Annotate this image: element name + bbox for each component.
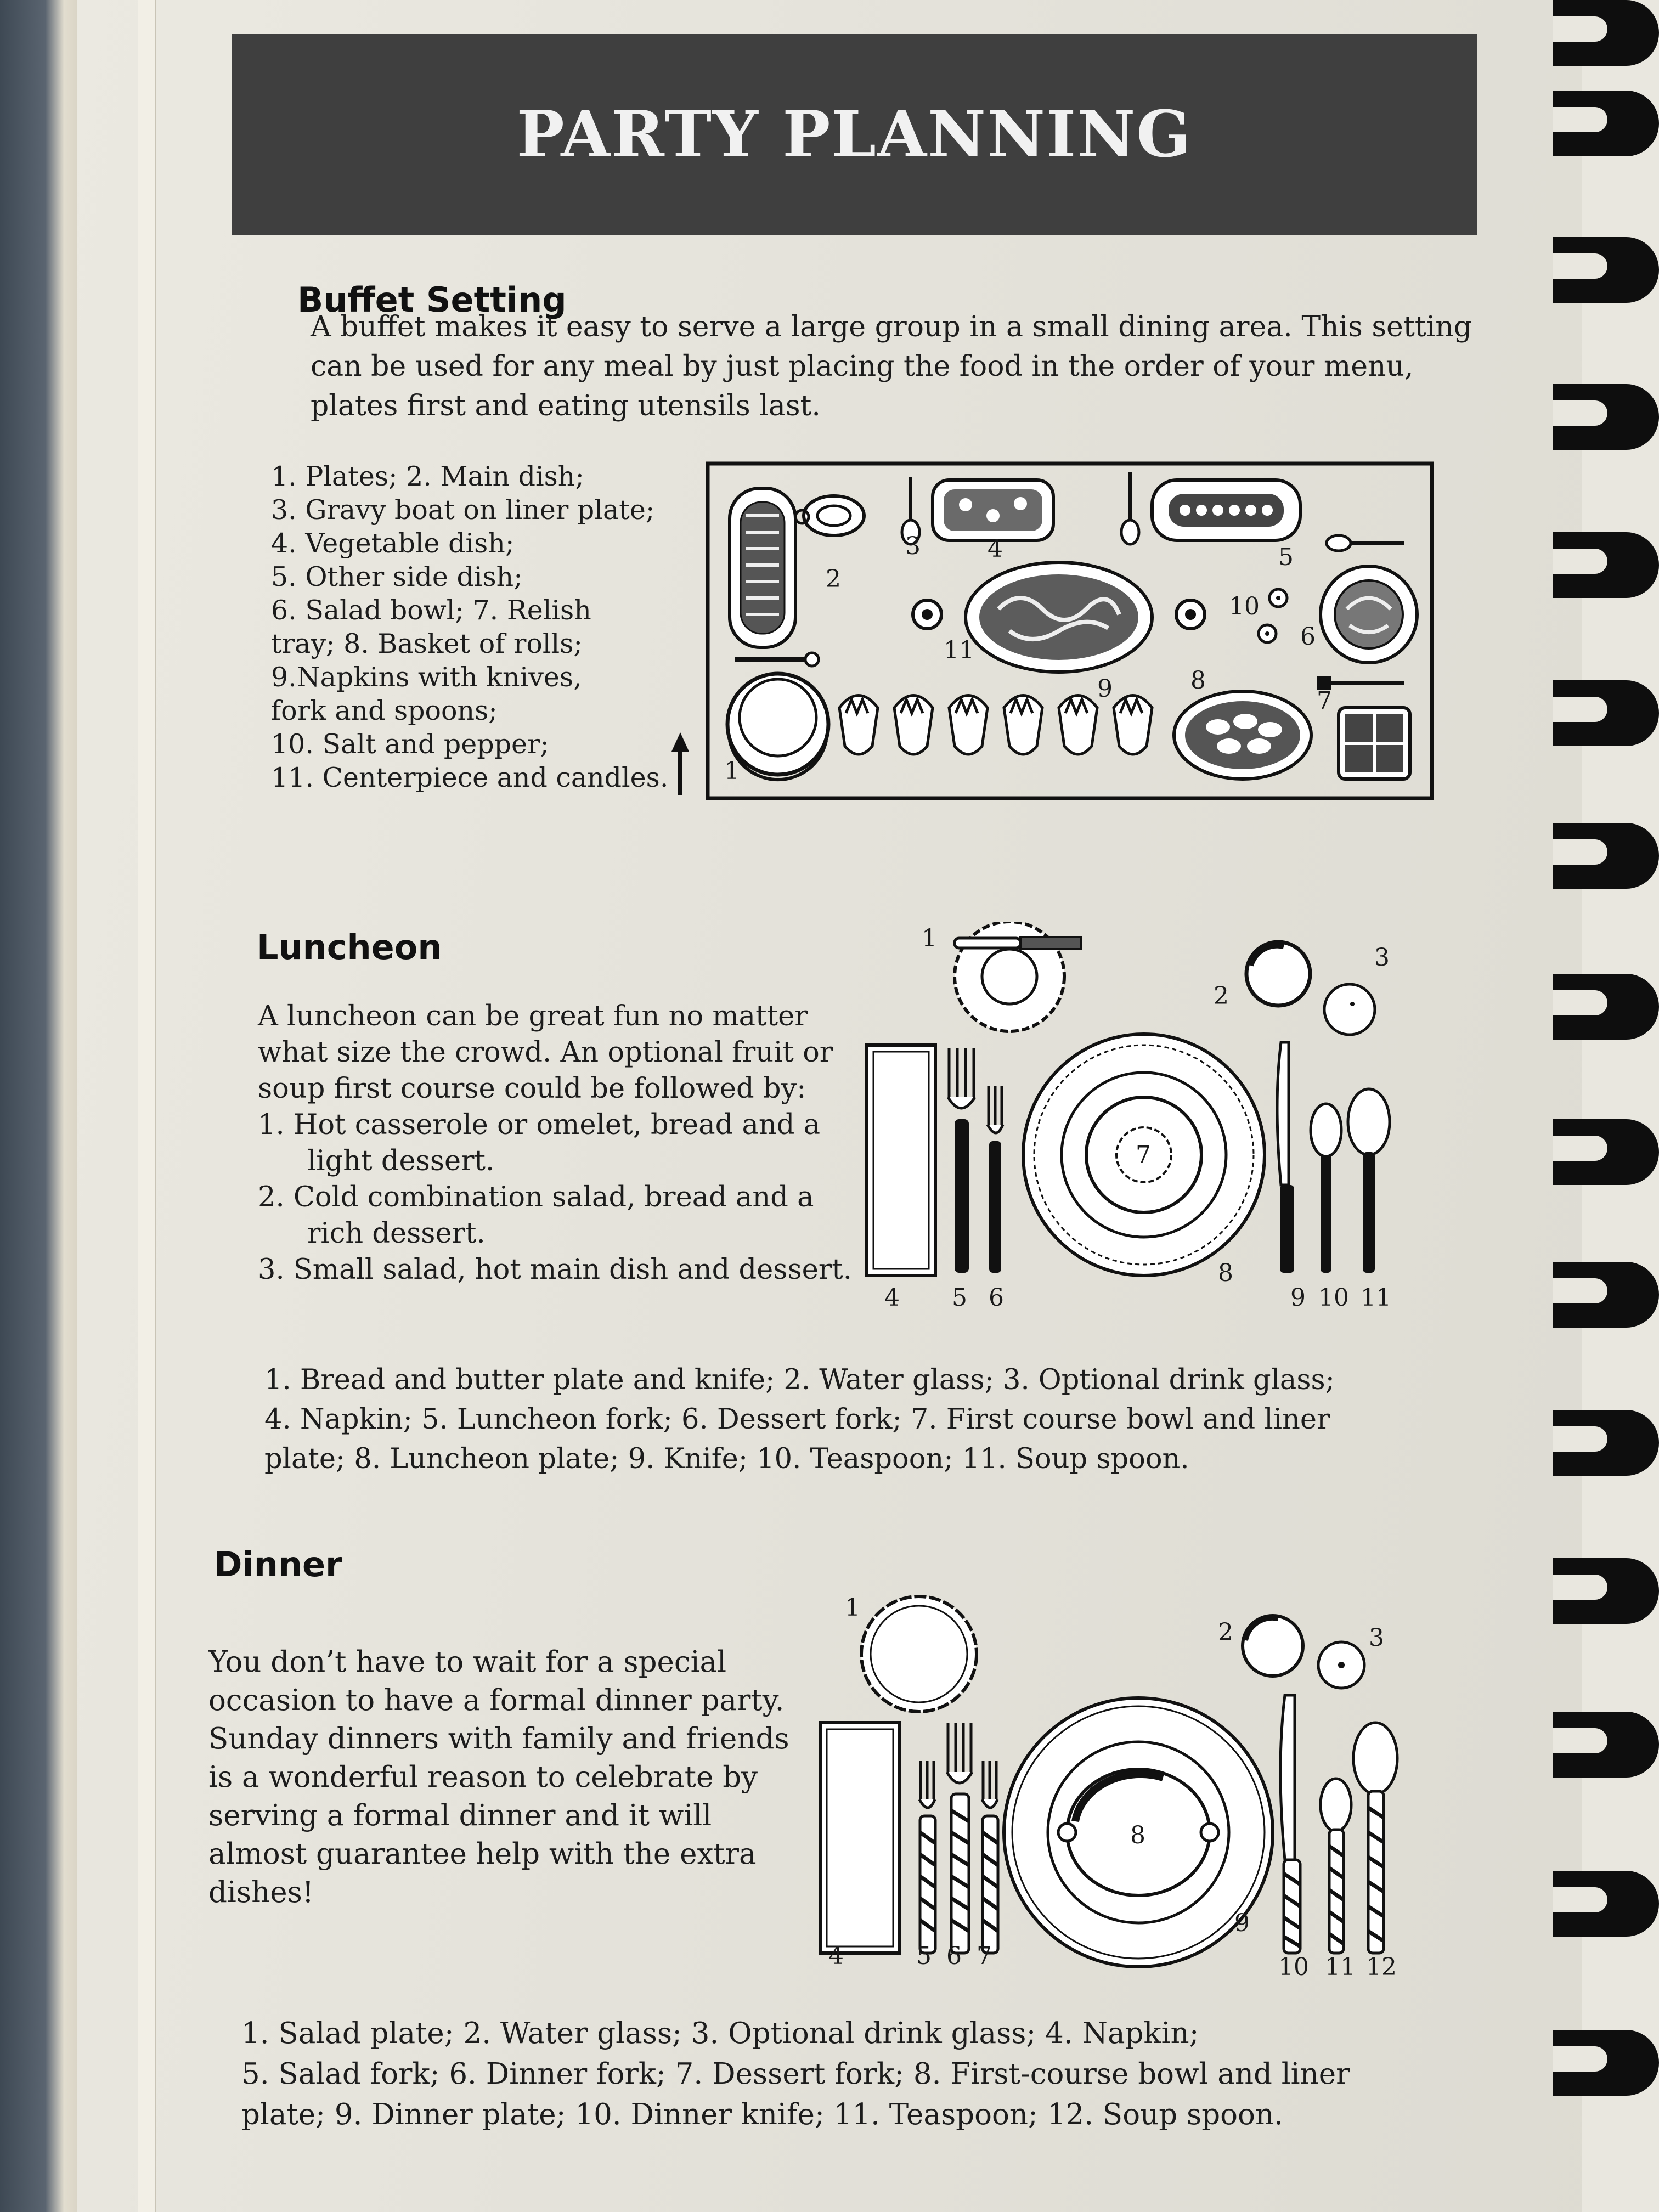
- candle-icon: [913, 600, 941, 629]
- binding-coil: [1553, 680, 1659, 746]
- figure-number: 2: [826, 565, 841, 593]
- figure-number: 5: [1278, 543, 1294, 571]
- figure-number: 1: [724, 757, 740, 785]
- dinner-body: [208, 1643, 789, 1912]
- salad-fork-icon: [919, 1761, 935, 1953]
- luncheon-caption-line: plate; 8. Luncheon plate; 9. Knife; 10. Teaspoon; 11. Soup spoon.: [264, 1443, 1189, 1475]
- buffet-legend-line: 3. Gravy boat on liner plate;: [271, 494, 655, 526]
- buffet-intro: [311, 307, 1472, 426]
- vegetable-dish-icon: [933, 480, 1053, 540]
- teaspoon-icon: [1311, 1104, 1341, 1273]
- figure-number: 11: [1361, 1284, 1391, 1312]
- dinner-body-line: Sunday dinners with family and friends: [208, 1722, 789, 1756]
- salt-pepper-icon: [1259, 589, 1287, 642]
- figure-number: 3: [905, 532, 921, 560]
- figure-number: 8: [1190, 667, 1206, 695]
- buffet-legend-line: 4. Vegetable dish;: [271, 528, 515, 559]
- luncheon-body-line: light dessert.: [307, 1145, 495, 1177]
- figure-number: 10: [1318, 1284, 1349, 1312]
- buffet-heading: Buffet Setting: [297, 280, 567, 320]
- figure-number: 6: [1300, 623, 1316, 651]
- figure-number: 9: [1097, 675, 1113, 703]
- title-banner: [232, 34, 1477, 235]
- luncheon-caption: [264, 1361, 1335, 1479]
- figure-number: 9: [1290, 1284, 1306, 1312]
- binding-coil: [1553, 384, 1659, 450]
- napkin-icon: [820, 1723, 900, 1953]
- luncheon-body-line: 3. Small salad, hot main dish and dessert.: [258, 1254, 852, 1286]
- figure-number: 11: [944, 636, 974, 664]
- dinner-body-line: is a wonderful reason to celebrate by: [208, 1760, 758, 1794]
- figure-number: 12: [1366, 1953, 1397, 1981]
- binding-coil: [1553, 1712, 1659, 1778]
- napkin-utensils-icon: [949, 696, 988, 755]
- buffet-legend: [271, 460, 668, 794]
- buffet-intro-line: A buffet makes it easy to serve a large group in a small dining area. This setting: [311, 311, 1472, 343]
- binding-coil: [1553, 0, 1659, 66]
- candle-icon: [1176, 600, 1205, 629]
- napkin-utensils-icon: [1059, 696, 1097, 755]
- figure-number: 1: [845, 1594, 860, 1622]
- dinner-heading: Dinner: [214, 1544, 342, 1584]
- dessert-fork-icon: [988, 1086, 1003, 1273]
- relish-tray-icon: [1339, 708, 1410, 779]
- figure-number: 6: [946, 1942, 962, 1970]
- napkin-utensils-icon: [1114, 696, 1152, 755]
- rolls-basket-icon: [1174, 691, 1311, 779]
- dinner-knife-icon: [1280, 1695, 1300, 1953]
- buffet-legend-line: tray; 8. Basket of rolls;: [271, 628, 583, 659]
- dinner-fork-icon: [947, 1723, 972, 1953]
- luncheon-body-line: rich dessert.: [307, 1217, 486, 1250]
- figure-number: 7: [1317, 687, 1332, 715]
- figure-number: 4: [828, 1942, 844, 1970]
- binding-coil: [1553, 1262, 1659, 1328]
- drink-glass-icon: [1324, 984, 1375, 1035]
- binding-coil: [1553, 823, 1659, 889]
- buffet-legend-line: 11. Centerpiece and candles.: [271, 762, 669, 793]
- soup-spoon-icon: [1353, 1723, 1397, 1953]
- drink-glass-icon: [1318, 1642, 1364, 1688]
- teaspoon-icon: [1321, 1779, 1351, 1953]
- luncheon-body-line: soup first course could be followed by:: [258, 1073, 806, 1105]
- soup-spoon-icon: [1348, 1089, 1390, 1273]
- luncheon-fork-icon: [948, 1048, 975, 1273]
- buffet-legend-line: fork and spoons;: [271, 695, 498, 726]
- buffet-legend-line: 6. Salad bowl; 7. Relish: [271, 595, 591, 626]
- water-glass-icon: [1246, 942, 1310, 1006]
- page-title: PARTY PLANNING: [516, 97, 1192, 172]
- dinner-body-line: dishes!: [208, 1876, 314, 1909]
- napkin-utensils-icon: [1004, 696, 1042, 755]
- figure-number: 4: [884, 1284, 900, 1312]
- luncheon-body-line: what size the crowd. An optional fruit or: [258, 1036, 833, 1069]
- main-dish-icon: [730, 488, 795, 647]
- dinner-caption-line: 5. Salad fork; 6. Dinner fork; 7. Dessert fork; 8. First-course bowl and liner: [241, 2057, 1350, 2091]
- binding-coil: [1553, 2030, 1659, 2096]
- side-dish-icon: [1152, 480, 1300, 540]
- figure-number: 11: [1325, 1953, 1356, 1981]
- luncheon-caption-line: 1. Bread and butter plate and knife; 2. Water glass; 3. Optional drink glass;: [264, 1364, 1335, 1396]
- dinner-caption-line: 1. Salad plate; 2. Water glass; 3. Optional drink glass; 4. Napkin;: [241, 2017, 1199, 2050]
- serving-spoon-icon: [1327, 535, 1404, 551]
- figure-number: 5: [916, 1942, 932, 1970]
- luncheon-body-line: 1. Hot casserole or omelet, bread and a: [258, 1109, 820, 1141]
- dinner-diagram: [812, 1591, 1426, 1997]
- dinner-body-line: You don’t have to wait for a special: [208, 1645, 727, 1679]
- figure-number: 7: [977, 1942, 992, 1970]
- dinner-body-line: occasion to have a formal dinner party.: [208, 1684, 785, 1717]
- luncheon-caption-line: 4. Napkin; 5. Luncheon fork; 6. Dessert fork; 7. First course bowl and liner: [264, 1403, 1330, 1436]
- figure-number: 8: [1218, 1259, 1233, 1287]
- figure-number: 7: [1136, 1141, 1151, 1169]
- serving-fork-icon: [735, 653, 819, 666]
- figure-number: 2: [1218, 1618, 1233, 1646]
- knife-icon: [1277, 1042, 1294, 1273]
- salad-bowl-icon: [1321, 566, 1417, 663]
- figure-number: 2: [1214, 982, 1229, 1010]
- figure-number: 6: [989, 1284, 1004, 1312]
- serving-spoon-icon: [1121, 472, 1139, 544]
- binding-coil: [1553, 237, 1659, 303]
- figure-number: 8: [1130, 1821, 1146, 1849]
- direction-arrow-icon: [672, 732, 689, 795]
- buffet-legend-line: 5. Other side dish;: [271, 561, 523, 592]
- luncheon-body-line: 2. Cold combination salad, bread and a: [258, 1181, 814, 1214]
- gravy-boat-icon: [795, 496, 864, 535]
- dinner-caption: [241, 2013, 1350, 2135]
- figure-number: 10: [1229, 592, 1260, 620]
- figure-number: 5: [952, 1284, 967, 1312]
- luncheon-body-line: A luncheon can be great fun no matter: [258, 1000, 808, 1032]
- binding-coil: [1553, 974, 1659, 1040]
- figure-number: 3: [1374, 944, 1390, 972]
- figure-number: 1: [922, 924, 937, 952]
- buffet-diagram: [658, 455, 1443, 806]
- binding-coil: [1553, 1119, 1659, 1185]
- figure-number: 3: [1369, 1624, 1384, 1652]
- centerpiece-icon: [966, 562, 1152, 672]
- buffet-legend-line: 9.Napkins with knives,: [271, 662, 582, 693]
- figure-number: 4: [988, 535, 1003, 563]
- binding-coil: [1553, 1558, 1659, 1624]
- buffet-intro-line: can be used for any meal by just placing the food in the order of your menu,: [311, 350, 1414, 383]
- buffet-legend-line: 1. Plates; 2. Main dish;: [271, 461, 584, 492]
- napkin-utensils-icon: [894, 696, 933, 755]
- figure-number: 10: [1278, 1953, 1309, 1981]
- luncheon-heading: Luncheon: [257, 927, 442, 967]
- napkin-icon: [867, 1045, 935, 1276]
- dinner-caption-line: plate; 9. Dinner plate; 10. Dinner knife; 11. Teaspoon; 12. Soup spoon.: [241, 2098, 1283, 2131]
- figure-number: 9: [1234, 1909, 1250, 1937]
- salad-plate-icon: [861, 1596, 977, 1712]
- dinner-body-line: serving a formal dinner and it will: [208, 1799, 712, 1832]
- dessert-fork-icon: [982, 1761, 998, 1953]
- binding-coil: [1553, 91, 1659, 156]
- background-left: [0, 0, 82, 2212]
- luncheon-diagram: [856, 922, 1404, 1322]
- napkin-utensils-icon: [839, 696, 878, 755]
- binding-coil: [1553, 532, 1659, 598]
- luncheon-body: [258, 998, 852, 1288]
- buffet-intro-line: plates first and eating utensils last.: [311, 390, 821, 422]
- water-glass-icon: [1243, 1616, 1303, 1676]
- dinner-body-line: almost guarantee help with the extra: [208, 1837, 757, 1871]
- binding-coil: [1553, 1871, 1659, 1937]
- plates-stack-icon: [727, 674, 828, 780]
- page-edge: [138, 0, 156, 2212]
- buffet-legend-line: 10. Salt and pepper;: [271, 729, 549, 760]
- butter-knife-icon: [955, 937, 1081, 949]
- binding-coil: [1553, 1410, 1659, 1476]
